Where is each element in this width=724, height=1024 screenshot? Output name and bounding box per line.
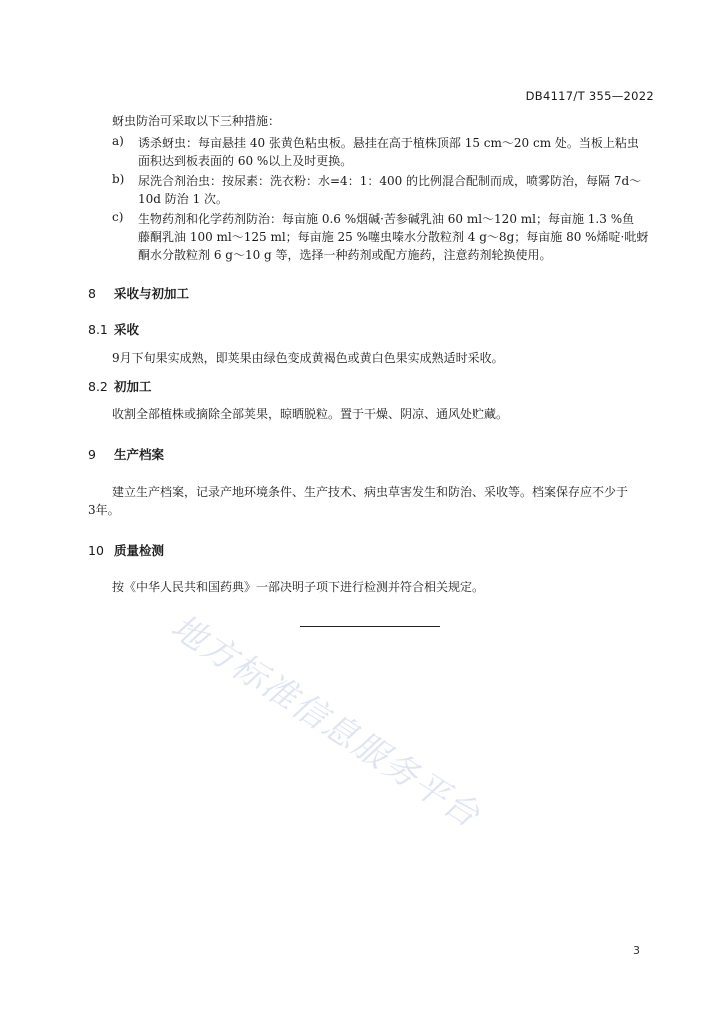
list-marker-a: a): [112, 134, 124, 148]
section-10-heading: [88, 541, 164, 559]
list-item-b-line1: 尿洗合剂治虫：按尿素：洗衣粉：水=4：1：400 的比例混合配制而成，喷雾防治，每隔 7d～: [138, 174, 642, 188]
section-8-heading: [88, 284, 189, 302]
section-9-heading: [88, 445, 164, 463]
aphid-intro: 蚜虫防治可采取以下三种措施：: [112, 114, 281, 128]
section-title: 生产档案: [114, 447, 165, 462]
section-number: 8.1: [88, 322, 108, 337]
watermark: 地方标准信息服务平台: [163, 606, 488, 837]
section-number: 9: [88, 447, 96, 462]
section-8-1-body: 9月下旬果实成熟，即荚果由绿色变成黄褐色或黄白色果实成熟适时采收。: [112, 351, 504, 365]
section-title: 采收与初加工: [114, 286, 190, 301]
section-number: 10: [88, 543, 104, 558]
list-item-a-line2: 面积达到板表面的 60 %以上及时更换。: [138, 154, 353, 168]
end-rule: [300, 626, 440, 627]
list-item-c-line3: 酮水分散粒剂 6 g～10 g 等，选择一种药剂或配方施药，注意药剂轮换使用。: [138, 248, 552, 262]
section-title: 质量检测: [114, 543, 165, 558]
section-8-2-body: 收割全部植株或摘除全部荚果，晾晒脱粒。置于干燥、阴凉、通风处贮藏。: [112, 407, 509, 421]
list-item-b-line2: 10d 防治 1 次。: [138, 192, 229, 206]
section-10-body: 按《中华人民共和国药典》一部决明子项下进行检测并符合相关规定。: [112, 580, 485, 594]
section-8-1-heading: [88, 320, 139, 338]
page-number: 3: [633, 944, 640, 957]
document-code: DB4117/T 355—2022: [525, 89, 654, 103]
section-9-body-line1: 建立生产档案，记录产地环境条件、生产技术、病虫草害发生和防治、采收等。档案保存应不少于: [112, 485, 629, 499]
list-marker-b: b): [112, 172, 125, 186]
section-number: 8.2: [88, 379, 108, 394]
list-item-a-line1: 诱杀蚜虫：每亩悬挂 40 张黄色粘虫板。悬挂在高于植株顶部 15 cm～20 cm 处。当板上粘虫: [138, 136, 639, 150]
list-marker-c: c): [112, 210, 124, 224]
section-number: 8: [88, 286, 96, 301]
list-item-c-line2: 藤酮乳油 100 ml～125 ml；每亩施 25 %噻虫嗪水分散粒剂 4 g～8g；每亩施 80 %烯啶·吡蚜: [138, 230, 649, 244]
section-8-2-heading: [88, 377, 152, 395]
section-9-body-line2: 3年。: [88, 503, 120, 517]
section-title: 初加工: [114, 379, 152, 394]
list-item-c-line1: 生物药剂和化学药剂防治：每亩施 0.6 %烟碱·苦参碱乳油 60 ml～120 ml；每亩施 1.3 %鱼: [138, 212, 635, 226]
section-title: 采收: [114, 322, 140, 337]
